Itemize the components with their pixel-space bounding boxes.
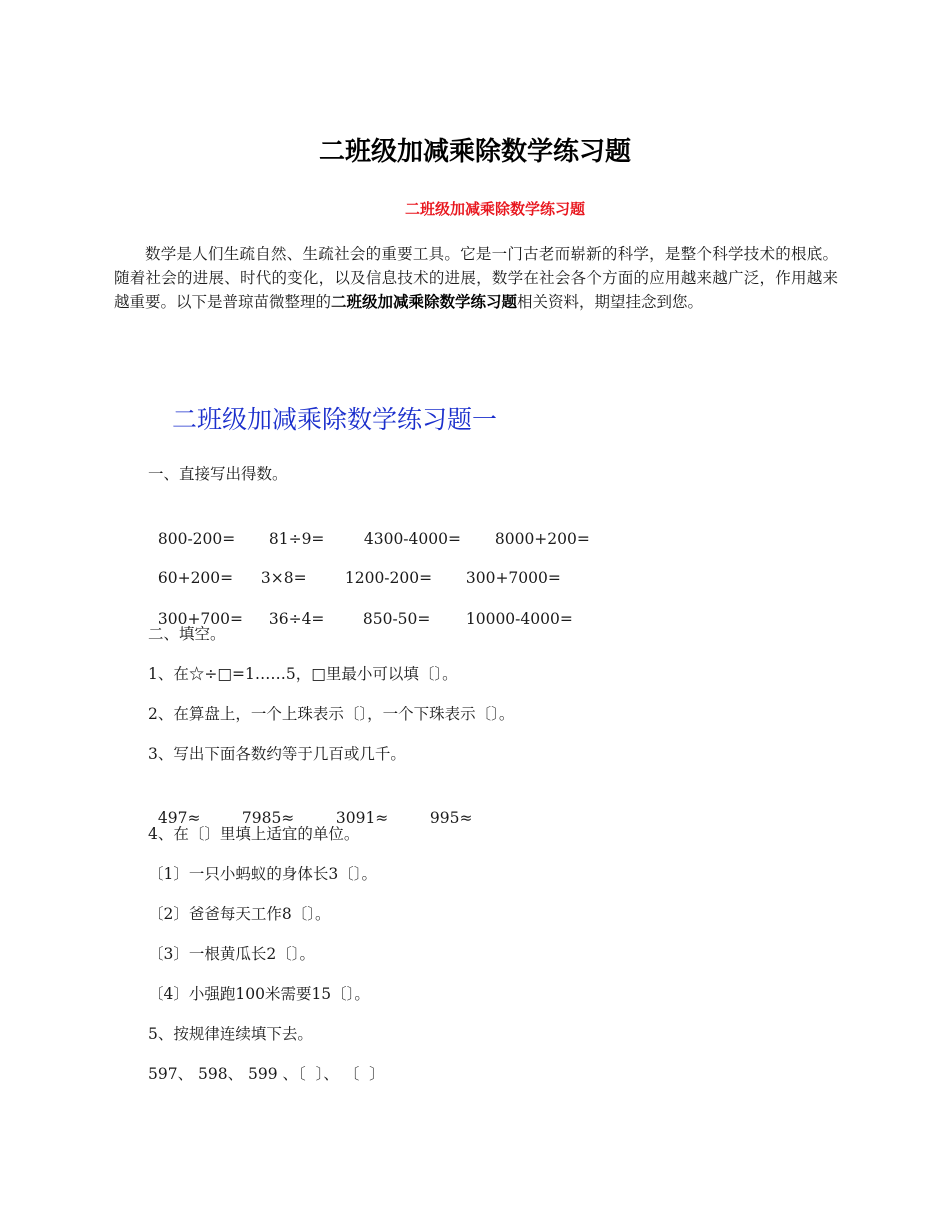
calc-item: 800-200=	[157, 530, 236, 548]
calc-item: 60+200=	[157, 569, 234, 587]
estimate-item: 3091≈	[335, 809, 389, 827]
document-subtitle: 二班级加减乘除数学练习题	[404, 200, 585, 218]
calc-item: 3×8=	[260, 569, 307, 587]
calc-item: 81÷9=	[268, 530, 325, 548]
question-4-item-1: 〔1〕一只小蚂蚁的身体长3〔〕。	[148, 865, 377, 883]
question-1: 1、在☆÷□=1……5，□里最小可以填〔〕。	[148, 665, 458, 683]
question-5: 5、按规律连续填下去。	[148, 1025, 313, 1043]
intro-text-end: 相关资料，期望挂念到您。	[517, 293, 704, 311]
estimate-item: 497≈	[157, 809, 201, 827]
section-heading: 二班级加减乘除数学练习题一	[172, 405, 498, 434]
calc-item: 10000-4000=	[465, 610, 573, 628]
intro-paragraph	[114, 242, 838, 314]
estimate-item: 7985≈	[241, 809, 295, 827]
question-2: 2、在算盘上，一个上珠表示〔〕，一个下珠表示〔〕。	[148, 705, 515, 723]
question-3: 3、写出下面各数约等于几百或几千。	[148, 745, 406, 763]
question-4-item-4: 〔4〕小强跑100米需要15〔〕。	[148, 985, 370, 1003]
sequence-line: 597、 598、 599 、〔 〕、 〔 〕	[148, 1065, 385, 1083]
estimate-item: 995≈	[429, 809, 473, 827]
calc-item: 4300-4000=	[363, 530, 461, 548]
intro-bold-title: 二班级加减乘除数学练习题	[331, 293, 518, 311]
question-4-item-3: 〔3〕一根黄瓜长2〔〕。	[148, 945, 315, 963]
calc-item: 850-50=	[362, 610, 431, 628]
question-4-item-2: 〔2〕爸爸每天工作8〔〕。	[148, 905, 331, 923]
part2-heading: 二、填空。	[148, 625, 226, 643]
calc-item: 300+7000=	[465, 569, 561, 587]
calc-item: 36÷4=	[268, 610, 325, 628]
intro-text: 数学是人们生疏自然、生疏社会的重要工具。它是一门古老而崭新的科学，是整个科学技术的根底。随着社会的进展、时代的变化，以及信息技术的进展，数学在社会各个方面的应用越来越广泛，作用越来越重要。以下是普琼苗微整理的	[114, 245, 838, 311]
calc-item: 8000+200=	[494, 530, 590, 548]
question-4: 4、在〔〕里填上适宜的单位。	[148, 825, 360, 843]
part1-heading: 一、直接写出得数。	[148, 465, 288, 483]
calc-item: 1200-200=	[344, 569, 433, 587]
calc-item: 300+700=	[157, 610, 244, 628]
document-title: 二班级加减乘除数学练习题	[318, 137, 631, 167]
